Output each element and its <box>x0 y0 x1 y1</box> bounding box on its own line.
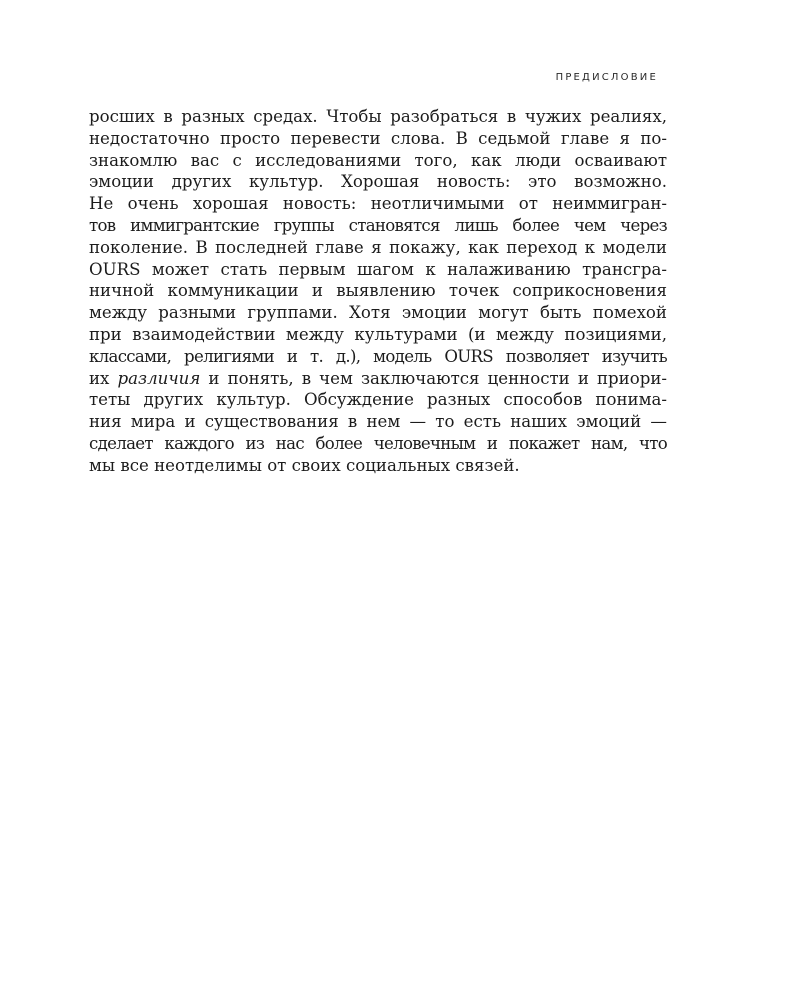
text-line: классами, религиями и т. д.), модель OURS позволяет изучить <box>89 346 667 366</box>
text-line: при взаимодействии между культурами (и между позициями, <box>89 324 667 344</box>
text-line-with-emphasis <box>89 368 667 390</box>
text-line: тов иммигрантские группы становятся лишь более чем через <box>89 215 667 235</box>
text-line: недостаточно просто перевести слова. В седьмой главе я по- <box>89 128 667 148</box>
emphasized-word: различия <box>117 368 201 388</box>
text-line: эмоции других культур. Хорошая новость: это возможно. <box>89 172 667 192</box>
text-line: теты других культур. Обсуждение разных способов понима- <box>89 390 667 410</box>
text-line: росших в разных средах. Чтобы разобраться в чужих реалиях, <box>89 107 667 126</box>
text-line: мы все неотделимы от своих социальных связей. <box>89 455 520 475</box>
body-paragraph <box>89 106 667 477</box>
running-header: ПРЕДИСЛОВИЕ <box>555 72 658 83</box>
text-line: ничной коммуникации и выявлению точек соприкосновения <box>89 281 667 301</box>
text-line: Не очень хорошая новость: неотличимыми от неиммигран- <box>89 194 667 214</box>
text-line: ния мира и существования в нем — то есть наших эмоций — <box>89 412 667 432</box>
text-line: OURS может стать первым шагом к налаживанию трансгра- <box>89 259 667 279</box>
text-line: знакомлю вас с исследованиями того, как люди осваивают <box>89 150 667 170</box>
text-line: сделает каждого из нас более человечным и покажет нам, что <box>89 433 667 453</box>
text-line: поколение. В последней главе я покажу, как переход к модели <box>89 237 667 257</box>
text-fragment: и понять, в чем заключаются ценности и приори- <box>200 368 667 388</box>
text-fragment: их <box>89 368 118 388</box>
text-line: между разными группами. Хотя эмоции могут быть помехой <box>89 303 667 323</box>
